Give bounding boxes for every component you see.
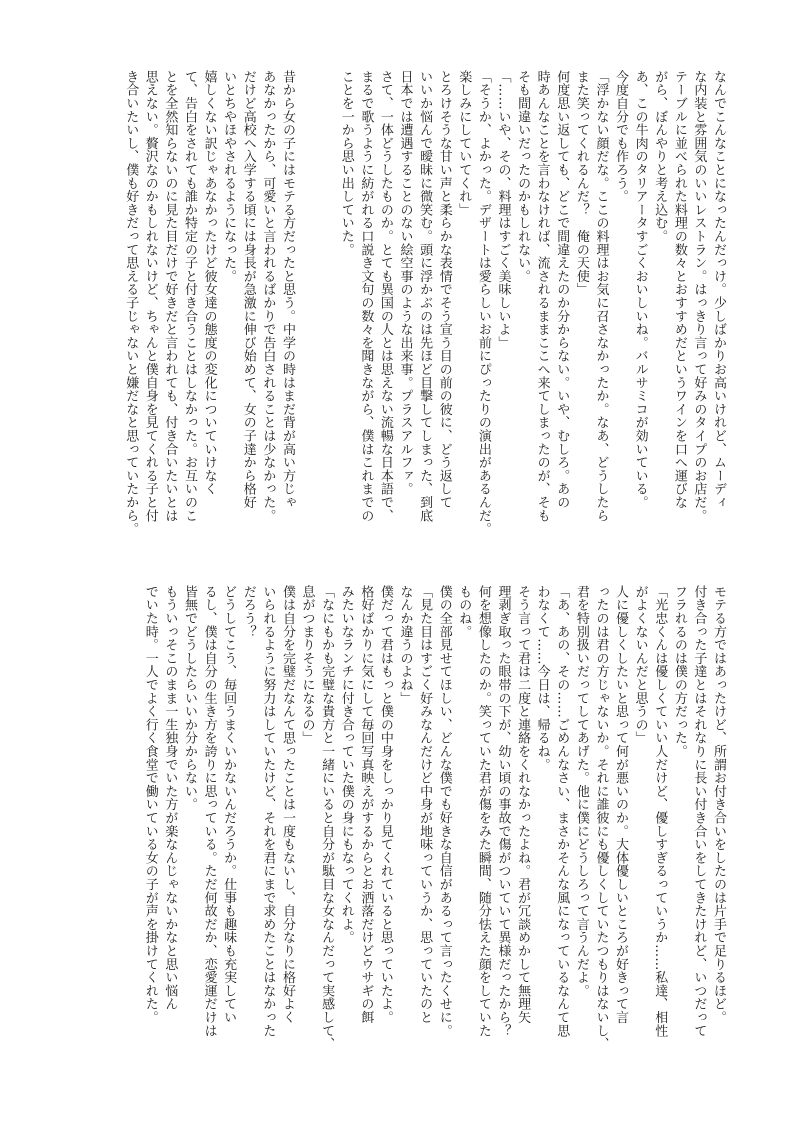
text-line: がよくないんだと思うの」 <box>632 585 648 745</box>
text-line: もういっそこのまま一生独身でいた方が楽なんじゃないかなと思い悩ん <box>162 585 178 1011</box>
text-line: テーブルに並べられた料理の数々とおすすめだというワインを口へ運びな <box>671 70 687 509</box>
text-line: だけど高校へ入学する頃には身長が急激に伸び始めて、女の子達から格好 <box>240 70 256 509</box>
text-line: き合いたいし、僕も好きだって思える子じゃないと嫌だなと思っていたから。 <box>123 70 139 536</box>
text-line: 僕だって君はもっと僕の中身をしっかり見てくれていると思っていたよ。 <box>377 585 393 1024</box>
text-line: 「……いや、その、料理はすごく美味しいよ」 <box>495 70 511 350</box>
text-line: いとちやほやされるようになった。 <box>221 70 237 283</box>
lower-text-block <box>88 585 728 1055</box>
text-line: 「なにもかも完璧な貴方と一緒にいると自分が駄目な女なんだって実感して、 <box>319 585 335 1051</box>
text-line: ったのは君の方じゃないか。それに誰彼にも優しくしていたつもりはないし、 <box>593 585 609 1051</box>
text-line: そも間違いだったのかもしれない。 <box>515 70 531 283</box>
text-line: だろう？ <box>240 585 256 639</box>
text-line: あなかったから、可愛いと言われるばかりで告白されることは少なかった。 <box>260 70 276 523</box>
text-line: 皆無でどうしたらいいか分からない。 <box>181 585 197 812</box>
text-line: フラれるのは僕の方だった。 <box>671 585 687 758</box>
text-line: るし、僕は自分の生き方を誇りに思っている。ただ何故だか、恋愛運だけは <box>201 585 217 1038</box>
text-line <box>297 70 317 560</box>
text-line: 何を想像したのか。笑っていた君が傷をみた瞬間、随分怯えた顔をしていた <box>475 585 491 1038</box>
text-line: 何度思い返しても、どこで間違えたのか分からない。いや、むしろ。あの <box>554 70 570 509</box>
text-line: 君を特別扱いだってしてあげた。他に僕にどうしろって言うんだよ。 <box>573 585 589 998</box>
text-line: 付き合った子達とはそれなりに長い付き合いをしてきたけれど、いつだって <box>691 585 707 1038</box>
text-line: とろけそうな甘い声と柔らかな表情でそう宣う目の前の彼に、どう返して <box>436 70 452 509</box>
text-line: なんか違うのよね」 <box>397 585 413 705</box>
text-line: がら、ぼんやりと考え込む。 <box>652 70 668 243</box>
upper-text-block <box>88 70 728 560</box>
text-line: 「浮かない顔だな。ここの料理はお気に召さなかったか。なあ、どうしたら <box>593 70 609 523</box>
text-line: 嬉しくない訳じゃあなかったけど彼女達の態度の変化についていけなく <box>201 70 217 496</box>
text-line: わなくて……今日は、帰るね。 <box>534 585 550 772</box>
text-line: 「光忠くんは優しくていい人だけど、優しすぎるっていうか……私達、相性 <box>652 585 668 1038</box>
text-line: 理剥ぎ取った眼帯の下が、幼い頃の事故で傷がついていて異様だったから？ <box>495 585 511 1038</box>
text-line: 「あ、あの、その……ごめんなさい、まさかそんな風になっているなんて思 <box>554 585 570 1038</box>
text-line: いいか悩んで曖昧に微笑む。頭に浮かぶのは先ほど目撃してしまった、到底 <box>417 70 433 523</box>
text-line: とを全然知らないのに見た目だけで好きだと言われても、付き合いたいとは <box>162 70 178 523</box>
text-line <box>317 70 337 560</box>
text-line: どうしてこう、毎回うまくいかないんだろうか。仕事も趣味も充実してい <box>221 585 237 1024</box>
text-line: 「そうか、よかった。デザートは愛らしいお前にぴったりの演出があるんだ。 <box>475 70 491 536</box>
text-line: な内装と雰囲気のいいレストラン。はっきり言って好みのタイプのお店だ。 <box>691 70 707 523</box>
text-line: 格好ばかりに気にして毎回写真映えがするからとお洒落だけどウサギの餌 <box>358 585 374 1024</box>
text-line: 今度自分でも作ろう。 <box>613 70 629 203</box>
text-line: 楽しみにしていてくれ」 <box>456 70 472 217</box>
text-line: ことを一から思い出していた。 <box>338 70 354 257</box>
text-line: まるで歌うように紡がれる口説き文句の数々を聞きながら、僕はこれまでの <box>358 70 374 523</box>
text-line: 時あんなことを言わなければ、流されるままここへ来てしまったのが、そも <box>534 70 550 523</box>
text-line: あ、この牛肉のタリアータすごくおいしいね。バルサミコが効いている。 <box>632 70 648 509</box>
text-line: いられるように努力はしていたけど、それを君にまで求めたことはなかった <box>260 585 276 1038</box>
text-line: 僕の全部見せてほしい、どんな僕でも好きな自信があるって言ったくせに。 <box>436 585 452 1038</box>
text-line: 「見た目はすごく好みなんだけど中身が地味っていうか、思っていたのと <box>417 585 433 1024</box>
text-line: て、告白をされても誰か特定の子と付き合うことはしなかった。お互いのこ <box>181 70 197 523</box>
text-line: みたいなランチに付き合っていた僕の身にもなってくれよ。 <box>338 585 354 945</box>
text-line: さて、一体どうしたものか。とても異国の人とは思えない流暢な日本語で、 <box>377 70 393 523</box>
text-line: 思えない。贅沢なのかもしれないけど、ちゃんと僕自身を見てくれる子と付 <box>142 70 158 523</box>
text-line: ものね。 <box>456 585 472 639</box>
text-line: 昔から女の子にはモテる方だったと思う。中学の時はまだ背が高い方じゃ <box>279 70 295 509</box>
text-line: でいた時。一人でよく行く食堂で働いている女の子が声を掛けてくれた。 <box>142 585 158 1024</box>
text-line: そう言って君は二度と連絡をくれなかったよね。君が冗談めかして無理矢 <box>515 585 531 1024</box>
text-line: 日本では遭遇することのない絵空事のような出来事。プラスアルファ。 <box>397 70 413 496</box>
text-line: モテる方ではあったけど、所謂お付き合いをしたのは片手で足りるほど。 <box>711 585 726 1024</box>
text-line: 人に優しくしたいと思って何が悪いのか。大体優しいところが好きって言 <box>613 585 629 1024</box>
text-line: また笑ってくれるんだ？ 俺の天使」 <box>573 70 589 297</box>
text-line: 僕は自分を完璧だなんて思ったことは一度もないし、自分なりに格好よく <box>279 585 295 1024</box>
text-line: なんでこんなことになったんだっけ。少しばかりお高いけれど、ムーディ <box>711 70 726 509</box>
text-line: 息がつまりそうになるの」 <box>299 585 315 745</box>
